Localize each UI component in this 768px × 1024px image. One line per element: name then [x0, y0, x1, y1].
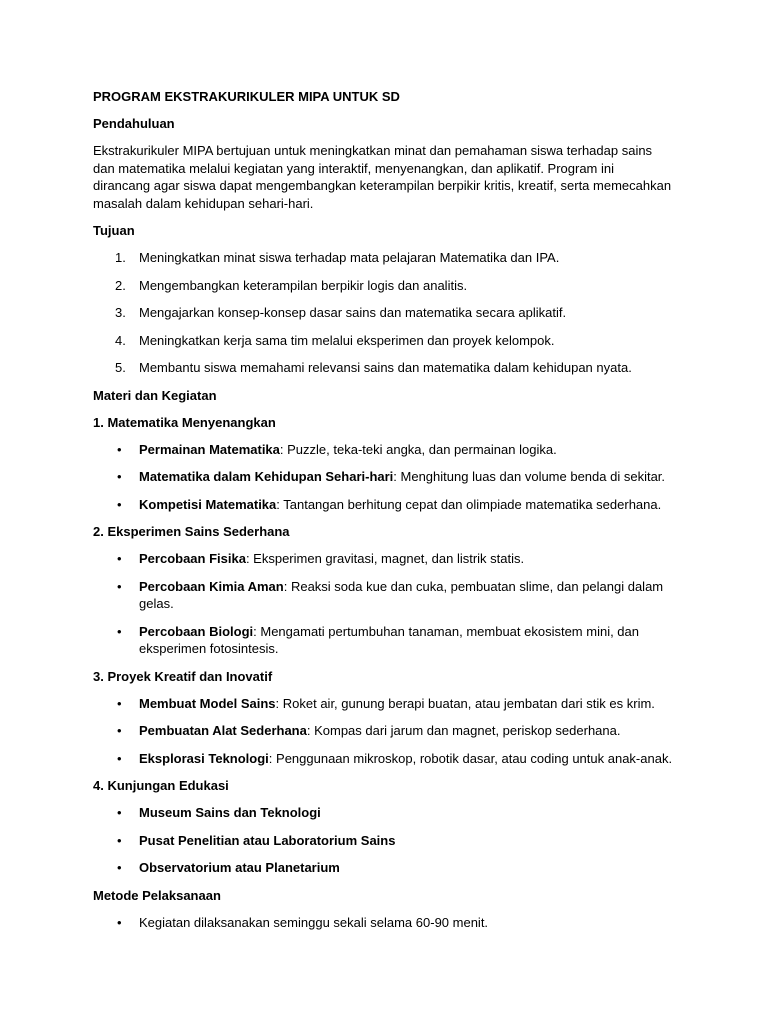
item-term: Kompetisi Matematika [139, 496, 277, 512]
section-heading-metode: Metode Pelaksanaan [93, 887, 221, 903]
subsection-heading-kunjungan: 4. Kunjungan Edukasi [93, 778, 229, 793]
list-item [93, 332, 673, 350]
list-item [93, 249, 673, 267]
list-item [93, 359, 673, 377]
list-number: 3. [115, 305, 126, 320]
bullet-icon: • [117, 496, 122, 512]
bullet-icon: • [117, 860, 122, 875]
item-term: Museum Sains dan Teknologi [139, 805, 321, 820]
item-term: Percobaan Biologi [139, 623, 254, 639]
item-description: : Penggunaan mikroskop, robotik dasar, atau coding untuk anak-anak. [268, 750, 673, 766]
bullet-icon: • [117, 723, 122, 738]
item-description: : Puzzle, teka-teki angka, dan permainan logika. [279, 441, 557, 457]
bullet-icon: • [117, 750, 122, 766]
list-item [93, 750, 673, 768]
list-number: 5. [115, 360, 126, 375]
item-description: : Roket air, gunung berapi buatan, atau jembatan dari stik es krim. [275, 695, 655, 711]
bullet-icon: • [117, 469, 122, 484]
item-description: : Menghitung luas dan volume benda di sekitar. [393, 469, 666, 484]
item-description: : Mengamati pertumbuhan tanaman, membuat ekosistem mini, dan eksperimen fotosintesis. [139, 623, 640, 656]
list-item-text: Membantu siswa memahami relevansi sains dan matematika dalam kehidupan nyata. [139, 360, 632, 375]
item-term: Membuat Model Sains [139, 695, 276, 711]
list-item [93, 859, 673, 877]
list-number: 1. [115, 250, 126, 265]
pendahuluan-paragraph: Ekstrakurikuler MIPA bertujuan untuk meningkatkan minat dan pemahaman siswa terhadap sains dan matematika melalui kegiatan yang interaktif, menyenangkan, dan aplikatif. Program ini dirancang agar siswa dapat mengembangkan keterampilan berpikir kritis, kreatif, serta memecahkan masalah dalam kehidupan sehari-hari. [93, 143, 672, 211]
list-item [93, 304, 673, 322]
bullet-icon: • [117, 551, 122, 566]
bullet-icon: • [117, 623, 122, 639]
item-term: Percobaan Kimia Aman [139, 578, 284, 594]
list-number: 2. [115, 277, 126, 293]
list-item [93, 623, 673, 658]
eksperimen-list [93, 550, 673, 658]
item-description: : Eksperimen gravitasi, magnet, dan listrik statis. [245, 551, 525, 566]
metode-list [93, 914, 673, 932]
document-title: PROGRAM EKSTRAKURIKULER MIPA UNTUK SD [93, 89, 400, 104]
item-term: Matematika dalam Kehidupan Sehari-hari [139, 469, 394, 484]
list-item [93, 578, 673, 613]
item-term: Percobaan Fisika [139, 551, 246, 566]
section-heading-tujuan: Tujuan [93, 223, 135, 238]
bullet-icon: • [117, 441, 122, 457]
item-term: Observatorium atau Planetarium [139, 860, 340, 875]
item-term: Pusat Penelitian atau Laboratorium Sains [139, 832, 396, 848]
document-body [93, 88, 673, 941]
section-heading-materi: Materi dan Kegiatan [93, 387, 217, 403]
bullet-icon: • [117, 914, 122, 930]
list-item [93, 468, 673, 486]
list-item [93, 804, 673, 822]
item-description: : Tantangan berhitung cepat dan olimpiade matematika sederhana. [276, 496, 662, 512]
bullet-icon: • [117, 578, 122, 594]
list-item [93, 277, 673, 295]
item-term: Permainan Matematika [139, 441, 280, 457]
list-item [93, 496, 673, 514]
kunjungan-list [93, 804, 673, 877]
subsection-heading-proyek: 3. Proyek Kreatif dan Inovatif [93, 668, 273, 684]
bullet-icon: • [117, 832, 122, 848]
list-item-text: Meningkatkan minat siswa terhadap mata pelajaran Matematika dan IPA. [139, 250, 560, 265]
tujuan-list [93, 249, 673, 377]
list-number: 4. [115, 332, 126, 348]
list-item-text: Mengajarkan konsep-konsep dasar sains dan matematika secara aplikatif. [139, 305, 567, 320]
proyek-list [93, 695, 673, 768]
list-item-text: Mengembangkan keterampilan berpikir logis dan analitis. [139, 277, 468, 293]
item-term: Eksplorasi Teknologi [139, 750, 269, 766]
list-item [93, 695, 673, 713]
subsection-heading-matematika: 1. Matematika Menyenangkan [93, 414, 276, 430]
item-description: Kegiatan dilaksanakan seminggu sekali selama 60-90 menit. [139, 914, 489, 930]
bullet-icon: • [117, 695, 122, 711]
bullet-icon: • [117, 805, 122, 820]
list-item [93, 550, 673, 568]
list-item [93, 441, 673, 459]
item-description: : Kompas dari jarum dan magnet, periskop sederhana. [306, 723, 621, 738]
list-item [93, 832, 673, 850]
item-description: : Reaksi soda kue dan cuka, pembuatan slime, dan pelangi dalam gelas. [139, 578, 664, 611]
list-item [93, 722, 673, 740]
section-heading-pendahuluan: Pendahuluan [93, 116, 175, 131]
item-term: Pembuatan Alat Sederhana [139, 723, 307, 738]
subsection-heading-eksperimen: 2. Eksperimen Sains Sederhana [93, 524, 290, 539]
list-item-text: Meningkatkan kerja sama tim melalui eksperimen dan proyek kelompok. [139, 332, 555, 348]
list-item [93, 914, 673, 932]
matematika-list [93, 441, 673, 514]
